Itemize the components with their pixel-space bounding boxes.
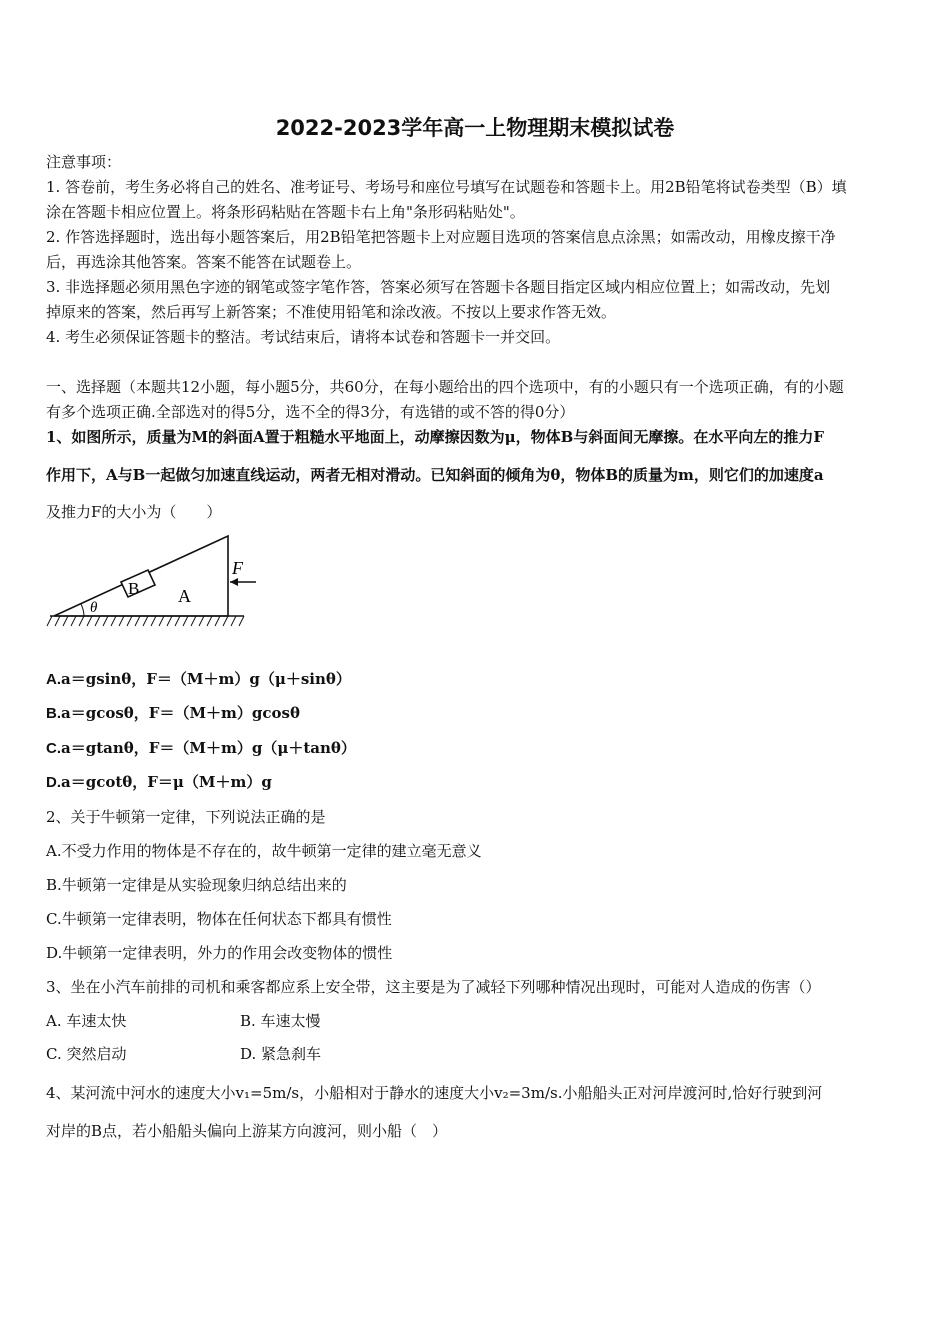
notice-line: 后，再选涂其他答案。答案不能答在试题卷上。 [46, 253, 362, 271]
q2-option-b: B.牛顿第一定律是从实验现象归纳总结出来的 [46, 876, 347, 894]
q3-option-b: B. 车速太慢 [240, 1012, 321, 1030]
question-1-stem: 作用下，A与B一起做匀加速直线运动，两者无相对滑动。已知斜面的倾角为θ，物体B的质量为m，则它们的加速度a [46, 466, 824, 484]
section-heading: 有多个选项正确.全部选对的得5分，选不全的得3分，有选错的或不答的得0分） [46, 403, 575, 421]
question-4-stem: 4、某河流中河水的速度大小v₁=5m/s，小船相对于静水的速度大小v₂=3m/s.小船船头正对河岸渡河时,恰好行驶到河 [46, 1084, 823, 1102]
notice-line: 掉原来的答案，然后再写上新答案；不准使用铅笔和涂改液。不按以上要求作答无效。 [46, 303, 617, 321]
label-theta: θ [90, 600, 98, 616]
force-arrowhead [230, 578, 238, 586]
q3-option-c: C. 突然启动 [46, 1045, 127, 1063]
q2-option-a: A.不受力作用的物体是不存在的，故牛顿第一定律的建立毫无意义 [46, 842, 482, 860]
q1-option-c: C.a＝gtanθ，F＝（M＋m）g（μ＋tanθ） [46, 739, 356, 757]
q1-option-a: A.a＝gsinθ，F＝（M＋m）g（μ＋sinθ） [46, 670, 351, 688]
q1-option-d: D.a＝gcotθ，F＝μ（M＋m）g [46, 773, 272, 791]
notice-line: 1. 答卷前，考生务必将自己的姓名、准考证号、考场号和座位号填写在试题卷和答题卡上。用2B铅笔将试卷类型（B）填 [46, 178, 847, 196]
q2-option-c: C.牛顿第一定律表明，物体在任何状态下都具有惯性 [46, 910, 392, 928]
question-1-stem: 及推力F的大小为（ ） [46, 503, 222, 521]
label-b: B [128, 579, 140, 598]
label-f: F [232, 558, 243, 578]
notice-line: 3. 非选择题必须用黑色字迹的钢笔或签字笔作答，答案必须写在答题卡各题目指定区域内相应位置上；如需改动，先划 [46, 278, 831, 296]
ground-hatching [47, 616, 244, 626]
q3-option-d: D. 紧急刹车 [240, 1045, 322, 1063]
notice-line: 涂在答题卡相应位置上。将条形码粘贴在答题卡右上角"条形码粘贴处"。 [46, 203, 525, 221]
notice-heading: 注意事项： [46, 153, 122, 171]
angle-arc [81, 604, 84, 616]
question-3-stem: 3、坐在小汽车前排的司机和乘客都应系上安全带，这主要是为了减轻下列哪种情况出现时，可能对人造成的伤害（） [46, 978, 821, 996]
q1-option-b: B.a＝gcosθ，F＝（M＋m）gcosθ [46, 704, 300, 722]
question-4-stem: 对岸的B点，若小船船头偏向上游某方向渡河，则小船（ ） [46, 1122, 448, 1140]
page-title: 2022-2023学年高一上物理期末模拟试卷 [275, 116, 675, 140]
q3-option-a: A. 车速太快 [46, 1012, 127, 1030]
notice-line: 4. 考生必须保证答题卡的整洁。考试结束后，请将本试卷和答题卡一并交回。 [46, 328, 561, 346]
section-heading: 一、选择题（本题共12小题，每小题5分，共60分，在每小题给出的四个选项中，有的小题只有一个选项正确，有的小题 [46, 378, 844, 396]
label-a: A [178, 586, 191, 606]
notice-line: 2. 作答选择题时，选出每小题答案后，用2B铅笔把答题卡上对应题目选项的答案信息点涂黑；如需改动，用橡皮擦干净 [46, 228, 836, 246]
question-1-stem: 1、如图所示，质量为M的斜面A置于粗糙水平地面上，动摩擦因数为μ，物体B与斜面间无摩擦。在水平向左的推力F [46, 428, 824, 446]
question-2-stem: 2、关于牛顿第一定律，下列说法正确的是 [46, 808, 326, 826]
q2-option-d: D.牛顿第一定律表明，外力的作用会改变物体的惯性 [46, 944, 393, 962]
incline-figure [46, 532, 256, 632]
